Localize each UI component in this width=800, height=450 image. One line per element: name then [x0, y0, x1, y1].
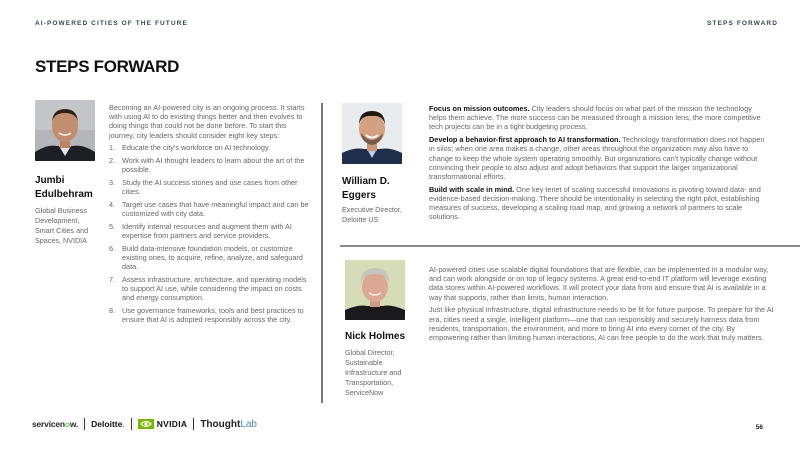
- servicenow-logo: servicenow.: [32, 419, 79, 429]
- person-name-nick: Nick Holmes: [345, 331, 406, 342]
- commentary-paragraph: Just like physical infrastructure, digital infrastructure needs to be fit for future purpose. To prepare for the AI era, cities need a single, intelligent platform—one that can responsibly and securely harness data from residents, transportation, the environment, and more to bring AI into every corner of the city. By empowering rather than limiting human interactions, AI can free people to do the work that truly matters.: [429, 305, 774, 342]
- step-item: 4. Target use cases that have meaningful impact and can be customized with city data.: [109, 199, 309, 219]
- person-name-william: William D. Eggers: [342, 176, 390, 201]
- partner-logos: [32, 418, 257, 430]
- portrait-jumbi-edulbehram: [35, 100, 95, 161]
- deloitte-logo: Deloitte.: [91, 419, 125, 429]
- person-role-nick: Global Director, Sustainable Infrastructure and Transportation, ServiceNow: [345, 348, 402, 397]
- person-photo-icon: [345, 260, 405, 320]
- holmes-commentary: [429, 265, 774, 346]
- recommendation-paragraph: Build with scale in mind. One key tenet of scaling successful innovations is pivoting toward data- and evidence-based decision-making. There should be intentionality in selecting the right pilot, establishing measures of success, developing a scaling road map, and growing a network of partners to scale solutions.: [429, 184, 761, 222]
- person-name-jumbi: Jumbi Edulbehram: [35, 175, 93, 200]
- logo-separator: [84, 418, 85, 430]
- person-role-jumbi: Global Business Development, Smart Cities and Spaces, NVIDIA: [35, 206, 89, 245]
- running-header-right: STEPS FORWARD: [707, 20, 778, 27]
- person-role-william: Executive Director, Deloitte US: [342, 205, 402, 224]
- intro-paragraph: Becoming an AI-powered city is an ongoing process. It starts with using AI to do existing things better and then evolves to doing things that could not be done before. To start this journey, city leaders should consider eight key steps:: [109, 103, 305, 140]
- running-header-left: AI-POWERED CITIES OF THE FUTURE: [35, 20, 188, 27]
- portrait-nick-holmes: [345, 260, 405, 320]
- step-item: 7. Assess infrastructure, architecture, and operating models to support AI use, while considering the impact on costs and energy consumption.: [109, 274, 307, 303]
- recommendation-paragraph: Focus on mission outcomes. City leaders should focus on what part of the mission the technology helps them achieve. The more success can be measured through a mission lens, the more competitive tech projects can be in a tight budgeting process.: [429, 104, 761, 132]
- recommendation-paragraph: Develop a behavior-first approach to AI transformation. Technology transformation does not happen in silos; when one area makes a change, other areas throughout the organization may also have to change to keep the whole system operating smoothly. But organizations can't typically change without convincing their people to also adjust and adopt behaviors that support the larger organizational transformational efforts.: [429, 135, 765, 181]
- steps-list: [109, 143, 309, 324]
- step-item: 6. Build data-intensive foundation models, or customize existing ones, to acquire, refine, analyze, and safeguard data.: [109, 243, 303, 272]
- portrait-william-eggers: [342, 103, 402, 164]
- nvidia-eye-icon: [138, 419, 154, 429]
- nvidia-logo: NVIDIA: [138, 419, 188, 429]
- section-divider: [340, 245, 800, 247]
- eggers-recommendations: [429, 104, 769, 225]
- person-photo-icon: [35, 100, 95, 161]
- logo-separator: [193, 418, 194, 430]
- person-photo-icon: [342, 103, 402, 164]
- step-item: 2. Work with AI thought leaders to learn about the art of the possible.: [109, 156, 305, 175]
- logo-separator: [131, 418, 132, 430]
- column-divider: [321, 103, 323, 403]
- commentary-paragraph: AI-powered cities use scalable digital foundations that are flexible, can be implemented in a modular way, and can work alongside or on top of legacy systems. A great end-to-end IT platform will leverage existing data stores within AI-powered workflows. It will protect your data from and ensure that AI is available in a way that supports, rather than limits, human interaction.: [429, 265, 769, 302]
- steps-intro-block: [109, 103, 309, 328]
- page-title: STEPS FORWARD: [35, 57, 180, 76]
- step-item: 3. Study the AI success stories and use cases from other cities.: [109, 177, 298, 197]
- step-item: 5. Identify internal resources and augment them with AI expertise from partners and service providers.: [109, 221, 292, 240]
- step-item: 1. Educate the city's workforce on AI technology.: [109, 143, 271, 153]
- page-number: 56: [755, 424, 763, 431]
- thoughtlab-logo: ThoughtLab: [200, 418, 257, 430]
- step-item: 8. Use governance frameworks, tools and best practices to ensure that AI is adopted responsibly across the city.: [109, 305, 304, 325]
